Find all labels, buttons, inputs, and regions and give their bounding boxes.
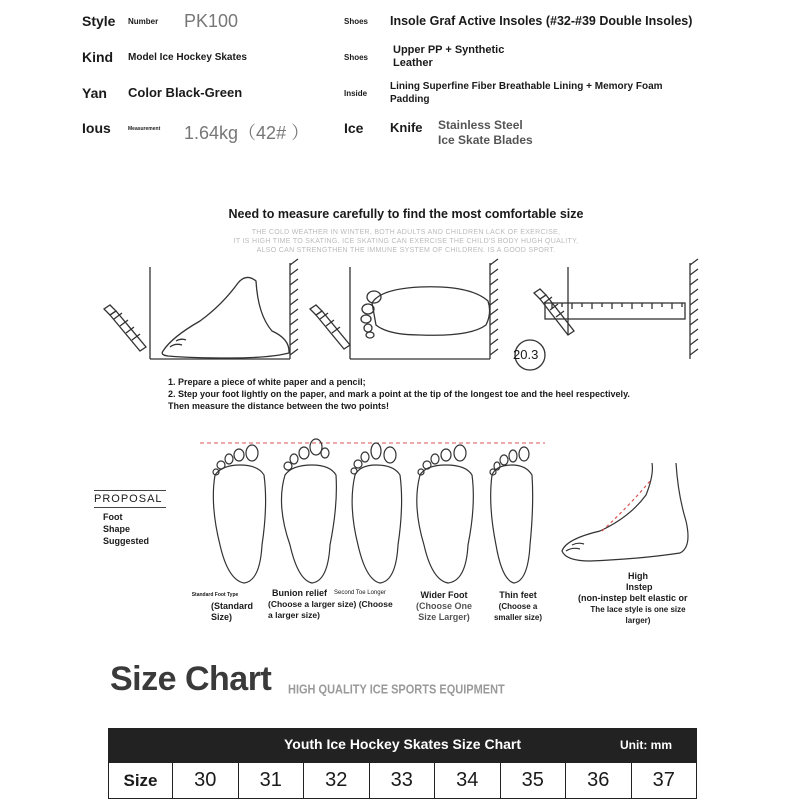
table-row [109, 763, 697, 799]
top-foot-illustration [350, 259, 498, 359]
foot-outline-thin [490, 447, 533, 583]
shoes-label-1: Shoes [344, 17, 369, 26]
knife-label: Knife [390, 120, 423, 135]
side-foot-illustration [150, 259, 298, 359]
size-table-title: Youth Ice Hockey Skates Size Chart [283, 736, 522, 752]
foot-type-desc: Size Larger) [418, 612, 470, 622]
high-instep-foot-outline [562, 463, 688, 561]
ruler-reading: 20.3 [513, 347, 539, 362]
upper-value-line2: Leather [393, 57, 433, 69]
measure-faint-line2: IT IS HIGH TIME TO SKATING. ICE SKATING CAN EXERCISE THE CHILD'S BODY HUGH QUALITY, [233, 238, 579, 245]
foot-type-name: High [628, 571, 648, 581]
shoes-label-2: Shoes [344, 53, 369, 62]
size-cell: 35 [500, 763, 566, 799]
pencil-icon-1 [104, 305, 146, 351]
kind-value: Model Ice Hockey Skates [128, 52, 247, 63]
weight-value: 1.64kg（42# ） [184, 123, 310, 143]
foot-caption-standard [180, 590, 254, 623]
size-cell: 37 [631, 763, 697, 799]
size-cell: 36 [566, 763, 632, 799]
foot-type-name: Bunion relief [272, 588, 328, 598]
measure-title: Need to measure carefully to find the most comfortable size [228, 207, 584, 221]
lining-value-line2: Padding [390, 94, 430, 105]
foot-type-name: Thin feet [499, 590, 537, 600]
size-table [108, 762, 697, 799]
ruler-illustration [515, 259, 698, 370]
proposal-line3: Suggested [103, 536, 150, 546]
foot-type-desc: (Choose One [415, 601, 472, 611]
foot-outline-standard [213, 445, 266, 583]
lining-value-line1: Lining Superfine Fiber Breathable Lining + Memory Foam [390, 81, 663, 92]
proposal-title: PROPOSAL [94, 493, 163, 505]
size-cell: 31 [238, 763, 304, 799]
size-cell: 33 [369, 763, 435, 799]
size-cell: 34 [435, 763, 501, 799]
size-cell: 30 [173, 763, 239, 799]
size-chart-title: Size Chart [110, 660, 272, 698]
size-table-unit: Unit: mm [620, 738, 672, 752]
foot-type-desc: (Choose a larger size) (Choose [268, 599, 393, 609]
ious-label: Ious [82, 120, 111, 136]
blade-value-line2: Ice Skate Blades [438, 133, 533, 147]
foot-type-desc: a larger size) [268, 610, 320, 620]
style-value: PK100 [184, 11, 239, 31]
yan-value: Color Black-Green [128, 85, 243, 100]
pencil-icon-2 [310, 305, 350, 349]
foot-type-desc: larger) [625, 616, 651, 625]
measure-faint-line3: ALSO CAN STRENGTHEN THE IMMUNE SYSTEM OF CHILDREN. IS A GOOD SPORT. [256, 247, 556, 254]
measure-illustrations [0, 255, 800, 375]
foot-type-desc: smaller size) [493, 613, 543, 622]
proposal-line1: Foot [103, 512, 123, 522]
foot-caption-wider [414, 590, 474, 623]
yan-label: Yan [82, 85, 107, 101]
foot-type-desc: (Choose a [498, 602, 538, 611]
step-1-text: 1. Prepare a piece of white paper and a pencil; [168, 377, 366, 387]
foot-caption-thin [486, 590, 550, 623]
style-label: Style [82, 13, 116, 29]
style-sub-label: Number [128, 17, 159, 26]
proposal-line2: Shape [103, 524, 131, 534]
ice-label: Ice [344, 120, 364, 136]
foot-type-desc: (Standard [211, 601, 254, 611]
foot-outline-second-toe [351, 443, 402, 583]
foot-type-name: Wider Foot [420, 590, 468, 600]
size-row-label: Size [109, 763, 173, 799]
measure-faint-line1: THE COLD WEATHER IN WINTER, BOTH ADULTS AND CHILDREN LACK OF EXERCISE, [251, 229, 561, 236]
foot-type-desc: The lace style is one size [590, 605, 686, 614]
size-chart-subtitle: HIGH QUALITY ICE SPORTS EQUIPMENT [288, 682, 505, 698]
foot-outline-bunion [281, 439, 336, 583]
foot-type-name2: Instep [626, 582, 653, 592]
foot-caption-high-instep [578, 571, 698, 626]
kind-label: Kind [82, 49, 114, 65]
inside-label: Inside [344, 89, 368, 98]
step-2-text: 2. Step your foot lightly on the paper, and mark a point at the tip of the longest toe and the heel respectively. [168, 389, 630, 399]
insole-value: Insole Graf Active Insoles (#32-#39 Double Insoles) [390, 14, 693, 28]
blade-value-line1: Stainless Steel [438, 118, 523, 132]
ious-sub-label: Measurement [128, 126, 161, 132]
upper-value-line1: Upper PP + Synthetic [393, 44, 505, 56]
foot-type-desc: (non-instep belt elastic or [578, 593, 688, 603]
size-table-header [108, 728, 697, 762]
foot-type-name: Standard Foot Type [191, 592, 239, 598]
step-3-text: Then measure the distance between the two points! [168, 401, 390, 411]
foot-outline-wider [417, 445, 474, 583]
foot-type-desc: Size) [211, 612, 233, 622]
foot-type-name-second-toe: Second Toe Longer [334, 590, 386, 596]
size-cell: 32 [304, 763, 370, 799]
